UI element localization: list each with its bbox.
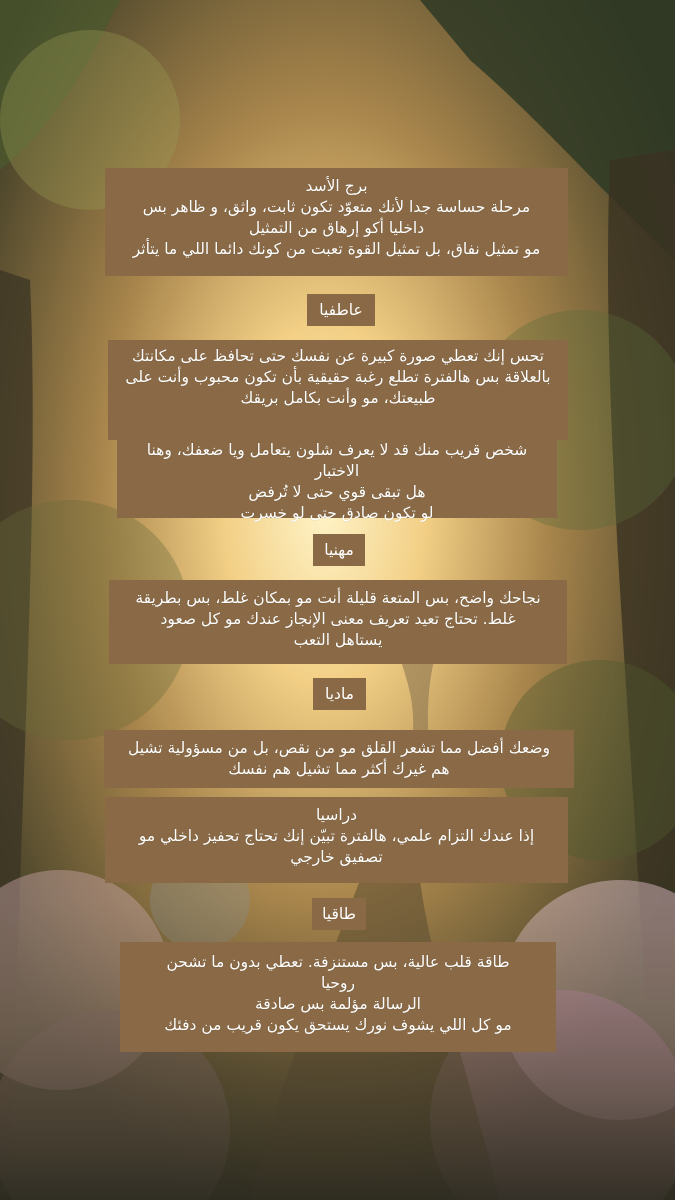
energy-line-3: الرسالة مؤلمة بس صادقة: [255, 995, 421, 1013]
study-title: دراسيا: [315, 806, 358, 824]
emotional-label: عاطفيا: [307, 294, 375, 326]
emotional-box-b: [117, 438, 557, 522]
career-line-1: نجاحك واضح، بس المتعة قليلة أنت مو بمكان غلط، بس بطريقة: [135, 589, 541, 607]
energy-line-2: روحيا: [321, 974, 355, 992]
leo-line-3: مو تمثيل نفاق، بل تمثيل القوة تعبت من كونك دائما اللي ما يتأثر: [132, 240, 541, 258]
study-line-1: إذا عندك التزام علمي، هالفترة تبيّن إنك تحتاج تحفيز داخلي مو: [138, 827, 535, 845]
energy-box: [120, 942, 556, 1052]
emotional-line-5: الاختبار: [314, 462, 360, 480]
emotional-line-4: شخص قريب منك قد لا يعرف شلون يتعامل ويا ضعفك، وهنا: [146, 441, 528, 459]
energy-label: طاقيا: [312, 898, 366, 930]
emotional-line-7: لو تكون صادق حتى لو خسرت: [240, 504, 434, 522]
financial-line-1: وضعك أفضل مما تشعر القلق مو من نقص، بل من مسؤولية تشيل: [128, 739, 550, 757]
emotional-line-1: تحس إنك تعطي صورة كبيرة عن نفسك حتى تحافظ على مكانتك: [131, 347, 544, 365]
study-box: [105, 797, 568, 883]
financial-box: [104, 730, 574, 788]
energy-line-4: مو كل اللي يشوف نورك يستحق يكون قريب من دفئك: [164, 1016, 512, 1034]
career-line-2: غلط. تحتاج تعيد تعريف معنى الإنجاز عندك مو كل صعود: [160, 610, 516, 628]
career-box: [109, 580, 567, 664]
leo-intro-box: [105, 168, 568, 276]
sign-title: برج الأسد: [305, 177, 368, 195]
career-label: مهنيا: [313, 534, 365, 566]
financial-line-2: هم غيرك أكثر مما تشيل هم نفسك: [228, 760, 450, 778]
energy-line-1: طاقة قلب عالية، بس مستنزفة. تعطي بدون ما تشحن: [166, 953, 510, 971]
leo-line-1: مرحلة حساسة جدا لأنك متعوّد تكون ثابت، واثق، و ظاهر بس: [142, 198, 531, 216]
leo-line-2: داخليا أكو إرهاق من التمثيل: [248, 219, 425, 237]
emotional-line-3: طبيعتك، مو وأنت بكامل بريقك: [240, 389, 436, 407]
emotional-box-a: [108, 340, 568, 440]
financial-label: ماديا: [313, 678, 366, 710]
emotional-line-6: هل تبقى قوي حتى لا تُرفض: [248, 483, 426, 501]
study-line-2: تصفيق خارجي: [290, 848, 383, 866]
career-line-3: يستاهل التعب: [293, 631, 383, 649]
emotional-line-2: بالعلاقة بس هالفترة تطلع رغبة حقيقية بأن تكون محبوب وأنت على: [125, 368, 551, 386]
